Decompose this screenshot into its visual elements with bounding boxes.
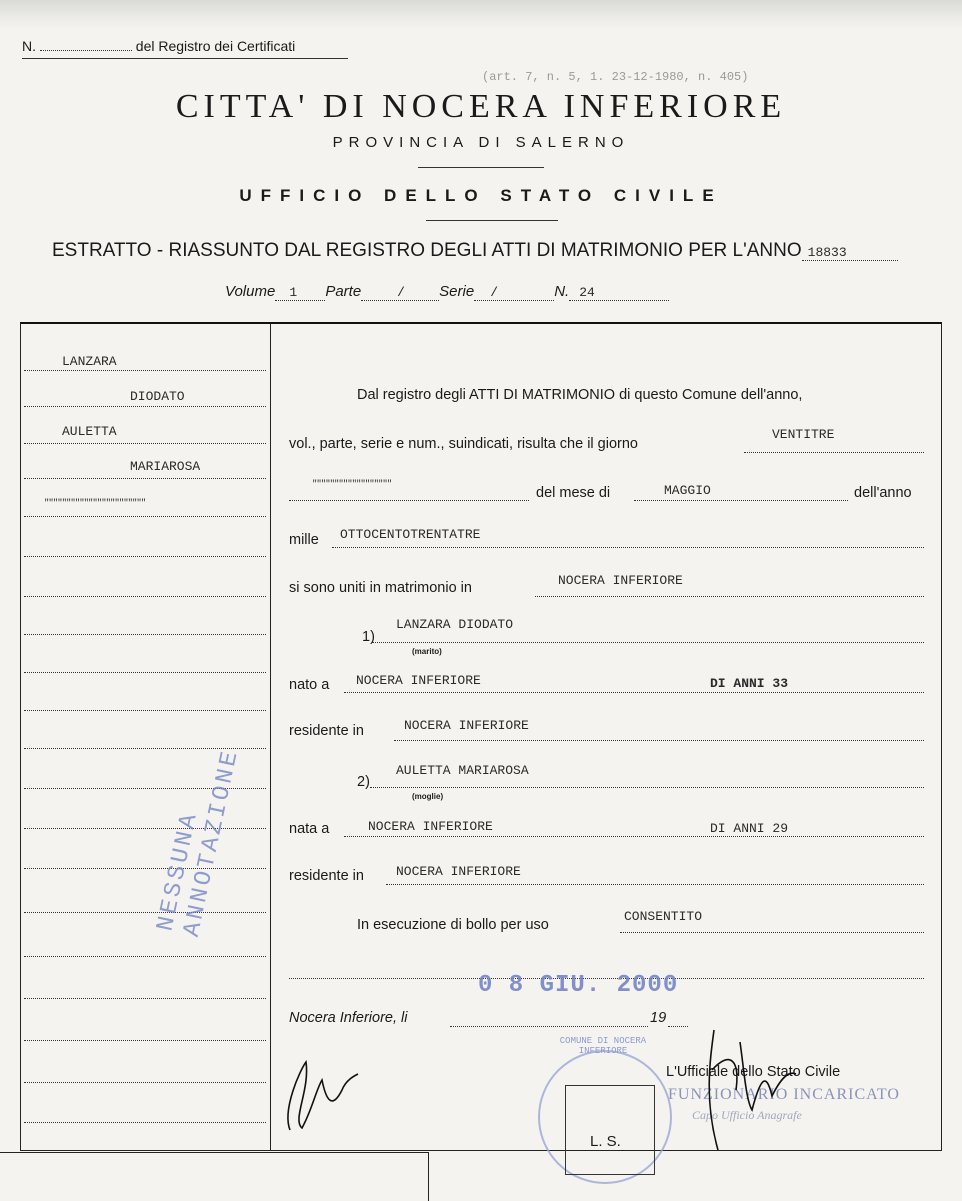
office-title: UFFICIO DELLO STATO CIVILE [239, 186, 723, 205]
scan-top-shadow [0, 0, 962, 30]
left-row-line [24, 596, 266, 597]
spouse2-line [370, 787, 924, 788]
left-surname-2: AULETTA [62, 424, 117, 439]
spouse2-num: 2) [357, 774, 370, 790]
spouse2-born-line [344, 836, 924, 837]
year-words-value: OTTOCENTOTRENTATRE [340, 527, 481, 542]
left-row-line [24, 1122, 266, 1123]
intro-line-2: vol., parte, serie e num., suindicati, risulta che il giorno [289, 436, 638, 452]
month-value: MAGGIO [664, 483, 711, 498]
stamp-duty-label: In esecuzione di bollo per uso [357, 917, 549, 933]
heading-year: 18833 [802, 245, 898, 261]
spouse1-residence: NOCERA INFERIORE [404, 718, 529, 733]
spouse1-residence-label: residente in [289, 723, 364, 739]
left-row-line [24, 516, 266, 517]
serie-value: / [474, 285, 554, 301]
year-label: dell'anno [854, 485, 912, 501]
left-filler: """"""""""""""""""""""" [44, 498, 146, 508]
province-title: PROVINCIA DI SALERNO [332, 134, 630, 151]
volume-label: Volume [225, 283, 276, 300]
volume-line [225, 283, 669, 301]
left-row-line [24, 556, 266, 557]
day-filler: """""""""""""""""" [312, 479, 392, 489]
left-row-line [24, 634, 266, 635]
serie-label: Serie [439, 283, 475, 300]
spouse1-born-label: nato a [289, 677, 330, 693]
title-divider-2 [426, 220, 558, 221]
place-date-label: Nocera Inferiore, li [289, 1010, 408, 1026]
spouse2-birthplace: NOCERA INFERIORE [368, 819, 493, 834]
heading-text: ESTRATTO - RIASSUNTO DAL REGISTRO DEGLI ATTI DI MATRIMONIO PER L'ANNO [52, 240, 802, 261]
left-name-2: MARIAROSA [130, 459, 201, 474]
spouse1-role: (marito) [412, 647, 442, 656]
left-row-line [24, 478, 266, 479]
stamp-duty-value: CONSENTITO [624, 909, 703, 924]
month-line [634, 500, 848, 501]
parte-value: / [361, 285, 439, 301]
ls-mark: L. S. [590, 1133, 621, 1150]
spouse1-age: DI ANNI 33 [710, 676, 789, 691]
spouse1-name: LANZARA DIODATO [396, 617, 514, 632]
left-row-line [24, 1082, 266, 1083]
intro-line-1: Dal registro degli ATTI DI MATRIMONIO di questo Comune dell'anno, [357, 387, 803, 403]
left-row-line [24, 443, 266, 444]
officer-stamp-sub: Capo Ufficio Anagrafe [692, 1108, 802, 1122]
left-row-line [24, 956, 266, 957]
united-place-line [535, 596, 924, 597]
day-filler-line [289, 500, 529, 501]
united-label: si sono uniti in matrimonio in [289, 580, 472, 596]
day-value: VENTITRE [772, 427, 835, 442]
officer-stamp: FUNZIONARIO INCARICATO [668, 1086, 900, 1103]
city-title: CITTA' DI NOCERA INFERIORE [175, 88, 787, 125]
officer-label: L'Ufficiale dello Stato Civile [666, 1064, 841, 1080]
left-row-line [24, 998, 266, 999]
registry-underline [22, 58, 348, 59]
left-row-line [24, 370, 266, 371]
spouse1-residence-line [394, 740, 924, 741]
stamp-duty-line [620, 932, 924, 933]
left-row-line [24, 868, 266, 869]
spouse1-born-line [344, 692, 924, 693]
spouse2-role: (moglie) [412, 792, 444, 801]
spouse2-residence-label: residente in [289, 868, 364, 884]
century: 19 [650, 1010, 667, 1026]
left-row-line [24, 1040, 266, 1041]
faint-stamp-reference: (art. 7, n. 5, 1. 23-12-1980, n. 405) [482, 70, 749, 84]
spouse2-born-label: nata a [289, 821, 330, 837]
registry-number-label: N. [22, 38, 36, 54]
left-row-line [24, 912, 266, 913]
left-row-line [24, 828, 266, 829]
spouse2-age: DI ANNI 29 [710, 821, 789, 836]
united-place-value: NOCERA INFERIORE [558, 573, 683, 588]
left-row-line [24, 406, 266, 407]
column-divider [270, 324, 271, 1150]
title-divider-1 [418, 167, 544, 168]
officer-signature [700, 1010, 810, 1160]
century-line [668, 1026, 688, 1027]
spouse2-residence: NOCERA INFERIORE [396, 864, 521, 879]
spouse1-num: 1) [362, 629, 375, 645]
place-date-line [450, 1026, 648, 1027]
spouse2-residence-line [386, 884, 924, 885]
no-annotation-stamp: NESSUNA ANNOTAZIONE [152, 746, 246, 940]
month-label: del mese di [536, 485, 611, 501]
bottom-strip [0, 1152, 429, 1201]
seal-text: COMUNE DI NOCERA INFERIORE [559, 1036, 647, 1056]
registry-line [22, 38, 295, 54]
left-name-1: DIODATO [130, 389, 185, 404]
left-signature [272, 1050, 362, 1140]
year-words-line [332, 547, 924, 548]
mille-label: mille [289, 532, 319, 548]
spouse1-line [372, 642, 924, 643]
volume-value: 1 [275, 285, 325, 301]
date-stamp: 0 8 GIU. 2000 [478, 972, 679, 999]
document-heading [52, 240, 898, 262]
registry-certificates-text: del Registro dei Certificati [135, 38, 296, 54]
spouse2-name: AULETTA MARIAROSA [396, 763, 529, 778]
number-value: 24 [569, 285, 669, 301]
parte-label: Parte [325, 283, 362, 300]
ls-box [565, 1085, 655, 1175]
day-line [744, 452, 924, 453]
spouse1-birthplace: NOCERA INFERIORE [356, 673, 481, 688]
registry-number-field [40, 50, 132, 51]
left-surname-1: LANZARA [62, 354, 117, 369]
number-label: N. [554, 283, 570, 300]
